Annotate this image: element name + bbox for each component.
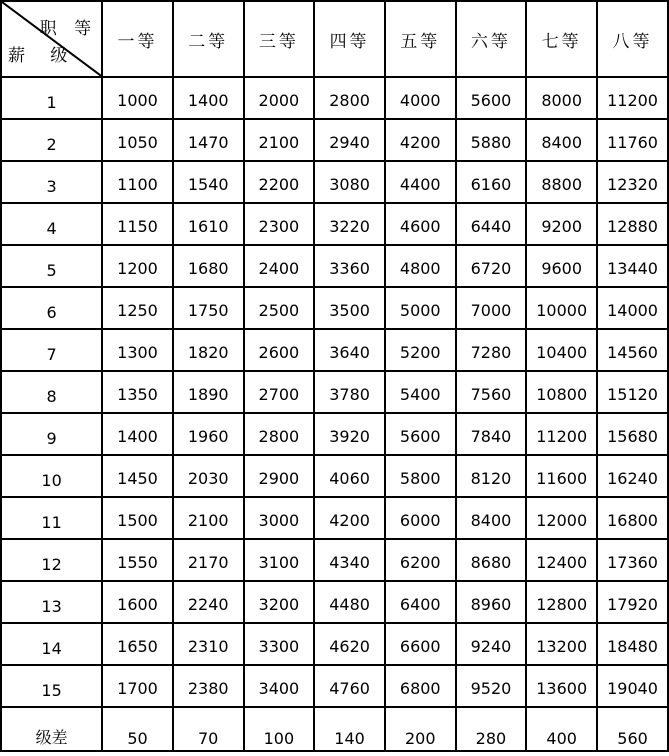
corner-header-cell <box>1 1 102 77</box>
salary-value-cell: 6720 <box>456 245 527 287</box>
salary-level-cell: 10 <box>1 455 102 497</box>
salary-level-cell: 5 <box>1 245 102 287</box>
salary-value-cell: 1470 <box>173 119 244 161</box>
salary-value-cell: 2940 <box>314 119 385 161</box>
salary-value-cell: 8680 <box>456 539 527 581</box>
corner-grade-label: 职 等 <box>39 19 98 39</box>
salary-value-cell: 18480 <box>597 623 668 665</box>
salary-value-cell: 6440 <box>456 203 527 245</box>
salary-value-cell: 5600 <box>456 77 527 119</box>
salary-value-cell: 8400 <box>526 119 597 161</box>
salary-value-cell: 2030 <box>173 455 244 497</box>
salary-value-cell: 11760 <box>597 119 668 161</box>
grade-difference-value: 50 <box>102 707 173 751</box>
salary-value-cell: 5880 <box>456 119 527 161</box>
corner-level-label: 薪 级 <box>8 46 78 66</box>
salary-level-cell: 14 <box>1 623 102 665</box>
salary-value-cell: 3360 <box>314 245 385 287</box>
grade-difference-value: 280 <box>456 707 527 751</box>
grade-difference-value: 140 <box>314 707 385 751</box>
salary-value-cell: 2100 <box>244 119 315 161</box>
salary-value-cell: 2380 <box>173 665 244 707</box>
salary-value-cell: 9200 <box>526 203 597 245</box>
salary-value-cell: 4800 <box>385 245 456 287</box>
table-row <box>1 371 668 413</box>
table-body <box>1 77 668 707</box>
salary-value-cell: 6600 <box>385 623 456 665</box>
salary-value-cell: 1350 <box>102 371 173 413</box>
salary-value-cell: 5800 <box>385 455 456 497</box>
table-row <box>1 119 668 161</box>
salary-value-cell: 2100 <box>173 497 244 539</box>
salary-value-cell: 7280 <box>456 329 527 371</box>
header-row <box>1 1 668 77</box>
salary-value-cell: 11200 <box>526 413 597 455</box>
salary-value-cell: 1680 <box>173 245 244 287</box>
grade-difference-label: 级差 <box>1 707 102 751</box>
salary-value-cell: 1100 <box>102 161 173 203</box>
salary-value-cell: 12000 <box>526 497 597 539</box>
salary-value-cell: 9600 <box>526 245 597 287</box>
column-header: 一等 <box>102 1 173 77</box>
salary-value-cell: 3400 <box>244 665 315 707</box>
salary-value-cell: 6000 <box>385 497 456 539</box>
salary-value-cell: 3080 <box>314 161 385 203</box>
salary-value-cell: 13200 <box>526 623 597 665</box>
salary-value-cell: 1610 <box>173 203 244 245</box>
table-row <box>1 413 668 455</box>
salary-value-cell: 11600 <box>526 455 597 497</box>
salary-value-cell: 2240 <box>173 581 244 623</box>
table-row <box>1 581 668 623</box>
salary-value-cell: 13600 <box>526 665 597 707</box>
salary-value-cell: 1200 <box>102 245 173 287</box>
salary-value-cell: 5200 <box>385 329 456 371</box>
salary-value-cell: 1750 <box>173 287 244 329</box>
salary-value-cell: 12400 <box>526 539 597 581</box>
table-row <box>1 161 668 203</box>
salary-value-cell: 8400 <box>456 497 527 539</box>
grade-difference-value: 200 <box>385 707 456 751</box>
table-row <box>1 203 668 245</box>
column-header: 四等 <box>314 1 385 77</box>
salary-value-cell: 14000 <box>597 287 668 329</box>
salary-value-cell: 2500 <box>244 287 315 329</box>
salary-value-cell: 1150 <box>102 203 173 245</box>
salary-value-cell: 4760 <box>314 665 385 707</box>
salary-value-cell: 16240 <box>597 455 668 497</box>
salary-value-cell: 3920 <box>314 413 385 455</box>
salary-value-cell: 6800 <box>385 665 456 707</box>
salary-value-cell: 7560 <box>456 371 527 413</box>
salary-value-cell: 6400 <box>385 581 456 623</box>
grade-difference-value: 100 <box>244 707 315 751</box>
salary-value-cell: 5400 <box>385 371 456 413</box>
salary-value-cell: 4000 <box>385 77 456 119</box>
salary-value-cell: 4060 <box>314 455 385 497</box>
salary-value-cell: 1890 <box>173 371 244 413</box>
salary-value-cell: 13440 <box>597 245 668 287</box>
salary-value-cell: 1540 <box>173 161 244 203</box>
salary-level-cell: 7 <box>1 329 102 371</box>
salary-value-cell: 7000 <box>456 287 527 329</box>
salary-value-cell: 1550 <box>102 539 173 581</box>
salary-value-cell: 12320 <box>597 161 668 203</box>
salary-value-cell: 1450 <box>102 455 173 497</box>
salary-value-cell: 2170 <box>173 539 244 581</box>
column-header: 六等 <box>456 1 527 77</box>
salary-value-cell: 1820 <box>173 329 244 371</box>
column-header: 八等 <box>597 1 668 77</box>
salary-value-cell: 5600 <box>385 413 456 455</box>
grade-difference-value: 400 <box>526 707 597 751</box>
salary-value-cell: 4620 <box>314 623 385 665</box>
salary-value-cell: 4200 <box>314 497 385 539</box>
salary-value-cell: 3200 <box>244 581 315 623</box>
salary-value-cell: 2400 <box>244 245 315 287</box>
salary-value-cell: 19040 <box>597 665 668 707</box>
salary-value-cell: 8800 <box>526 161 597 203</box>
table-row <box>1 287 668 329</box>
salary-value-cell: 1000 <box>102 77 173 119</box>
grade-difference-value: 70 <box>173 707 244 751</box>
salary-value-cell: 17920 <box>597 581 668 623</box>
salary-value-cell: 5000 <box>385 287 456 329</box>
salary-value-cell: 4340 <box>314 539 385 581</box>
salary-value-cell: 4480 <box>314 581 385 623</box>
table-row <box>1 665 668 707</box>
table-row <box>1 497 668 539</box>
salary-value-cell: 2000 <box>244 77 315 119</box>
salary-value-cell: 9240 <box>456 623 527 665</box>
salary-value-cell: 3780 <box>314 371 385 413</box>
salary-value-cell: 12800 <box>526 581 597 623</box>
grade-difference-value: 560 <box>597 707 668 751</box>
salary-value-cell: 15680 <box>597 413 668 455</box>
salary-value-cell: 3220 <box>314 203 385 245</box>
salary-value-cell: 6200 <box>385 539 456 581</box>
salary-value-cell: 1960 <box>173 413 244 455</box>
salary-value-cell: 2800 <box>314 77 385 119</box>
column-header: 七等 <box>526 1 597 77</box>
salary-value-cell: 8000 <box>526 77 597 119</box>
salary-value-cell: 1600 <box>102 581 173 623</box>
salary-level-cell: 2 <box>1 119 102 161</box>
salary-value-cell: 4600 <box>385 203 456 245</box>
salary-value-cell: 2800 <box>244 413 315 455</box>
table-row <box>1 455 668 497</box>
salary-value-cell: 10800 <box>526 371 597 413</box>
column-header: 二等 <box>173 1 244 77</box>
grade-difference-row <box>1 707 668 751</box>
salary-value-cell: 1300 <box>102 329 173 371</box>
salary-value-cell: 1650 <box>102 623 173 665</box>
table-row <box>1 77 668 119</box>
salary-level-cell: 9 <box>1 413 102 455</box>
salary-value-cell: 2700 <box>244 371 315 413</box>
salary-value-cell: 2600 <box>244 329 315 371</box>
column-header: 三等 <box>244 1 315 77</box>
salary-value-cell: 2900 <box>244 455 315 497</box>
salary-level-cell: 11 <box>1 497 102 539</box>
salary-level-cell: 6 <box>1 287 102 329</box>
salary-value-cell: 1400 <box>102 413 173 455</box>
salary-value-cell: 1500 <box>102 497 173 539</box>
salary-value-cell: 8120 <box>456 455 527 497</box>
salary-level-cell: 1 <box>1 77 102 119</box>
table-row <box>1 245 668 287</box>
salary-value-cell: 10400 <box>526 329 597 371</box>
salary-level-cell: 13 <box>1 581 102 623</box>
salary-value-cell: 1050 <box>102 119 173 161</box>
salary-value-cell: 1400 <box>173 77 244 119</box>
salary-value-cell: 3640 <box>314 329 385 371</box>
salary-value-cell: 3300 <box>244 623 315 665</box>
salary-value-cell: 10000 <box>526 287 597 329</box>
salary-value-cell: 2200 <box>244 161 315 203</box>
salary-value-cell: 4200 <box>385 119 456 161</box>
salary-value-cell: 8960 <box>456 581 527 623</box>
salary-value-cell: 2300 <box>244 203 315 245</box>
salary-level-cell: 12 <box>1 539 102 581</box>
table-row <box>1 329 668 371</box>
salary-value-cell: 1250 <box>102 287 173 329</box>
salary-value-cell: 15120 <box>597 371 668 413</box>
salary-level-cell: 8 <box>1 371 102 413</box>
salary-value-cell: 6160 <box>456 161 527 203</box>
salary-value-cell: 3500 <box>314 287 385 329</box>
salary-value-cell: 12880 <box>597 203 668 245</box>
salary-value-cell: 3000 <box>244 497 315 539</box>
column-header: 五等 <box>385 1 456 77</box>
salary-level-cell: 15 <box>1 665 102 707</box>
table-row <box>1 623 668 665</box>
salary-value-cell: 2310 <box>173 623 244 665</box>
salary-value-cell: 16800 <box>597 497 668 539</box>
salary-level-cell: 4 <box>1 203 102 245</box>
salary-level-cell: 3 <box>1 161 102 203</box>
salary-value-cell: 4400 <box>385 161 456 203</box>
salary-value-cell: 1700 <box>102 665 173 707</box>
salary-value-cell: 9520 <box>456 665 527 707</box>
salary-value-cell: 3100 <box>244 539 315 581</box>
salary-value-cell: 17360 <box>597 539 668 581</box>
salary-value-cell: 11200 <box>597 77 668 119</box>
salary-value-cell: 7840 <box>456 413 527 455</box>
table-row <box>1 539 668 581</box>
salary-value-cell: 14560 <box>597 329 668 371</box>
